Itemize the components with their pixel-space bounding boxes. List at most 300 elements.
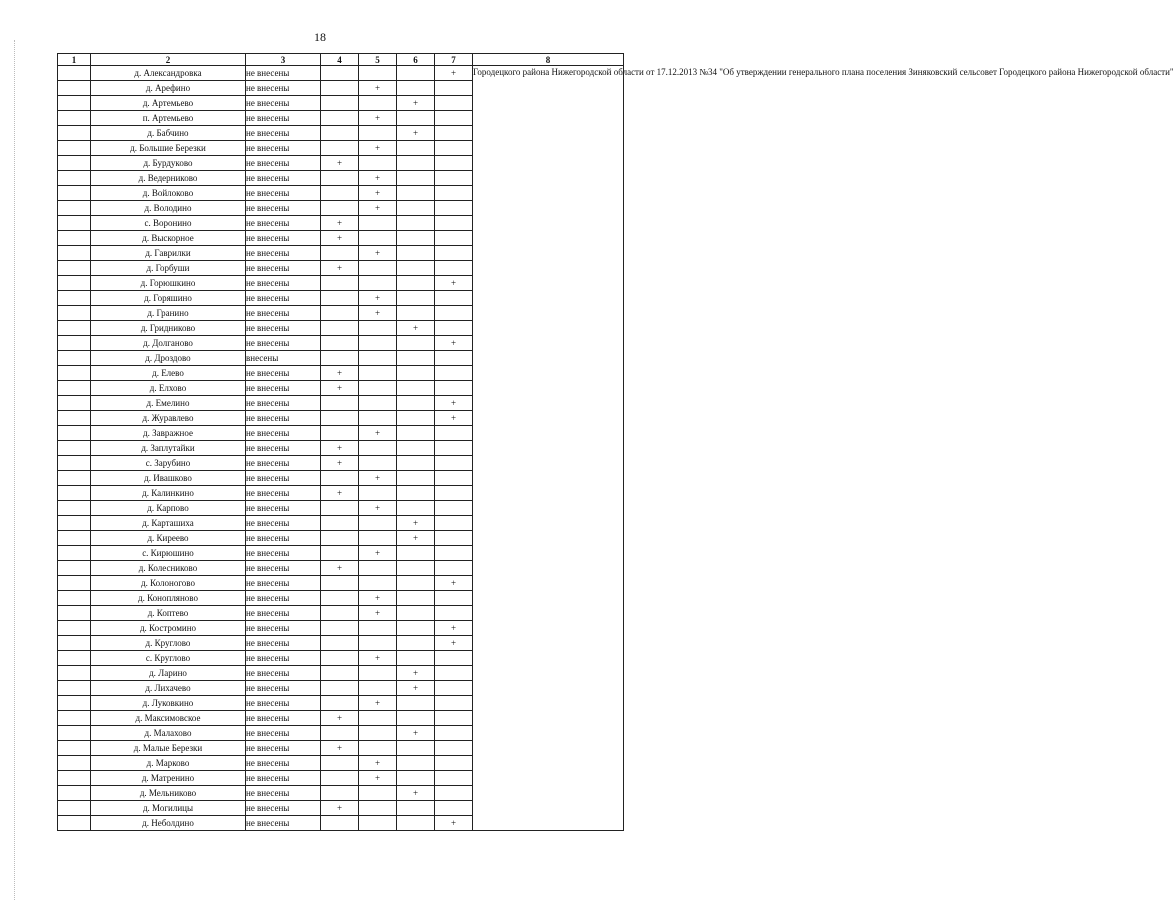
mark-c7: + xyxy=(435,336,473,351)
mark-c4: + xyxy=(321,156,359,171)
changes-status: не внесены xyxy=(246,81,321,96)
row-number-cell xyxy=(58,426,91,441)
settlement-name: д. Елево xyxy=(91,366,246,381)
changes-status: не внесены xyxy=(246,96,321,111)
mark-c4 xyxy=(321,426,359,441)
mark-c7 xyxy=(435,471,473,486)
mark-c6 xyxy=(397,171,435,186)
changes-status: не внесены xyxy=(246,396,321,411)
mark-c7 xyxy=(435,96,473,111)
changes-status: не внесены xyxy=(246,231,321,246)
settlement-name: д. Коптево xyxy=(91,606,246,621)
row-number-cell xyxy=(58,141,91,156)
changes-status: не внесены xyxy=(246,501,321,516)
changes-status: не внесены xyxy=(246,531,321,546)
mark-c5 xyxy=(359,786,397,801)
mark-c6 xyxy=(397,381,435,396)
mark-c7 xyxy=(435,786,473,801)
mark-c6 xyxy=(397,561,435,576)
settlement-name: д. Гаврилки xyxy=(91,246,246,261)
settlement-name: д. Заплутайки xyxy=(91,441,246,456)
row-number-cell xyxy=(58,231,91,246)
mark-c4 xyxy=(321,96,359,111)
column-header: 5 xyxy=(359,54,397,66)
changes-status: не внесены xyxy=(246,546,321,561)
row-number-cell xyxy=(58,666,91,681)
row-number-cell xyxy=(58,291,91,306)
row-number-cell xyxy=(58,471,91,486)
mark-c4: + xyxy=(321,741,359,756)
changes-status: не внесены xyxy=(246,786,321,801)
row-number-cell xyxy=(58,321,91,336)
mark-c7 xyxy=(435,156,473,171)
changes-status: не внесены xyxy=(246,561,321,576)
changes-status: не внесены xyxy=(246,276,321,291)
changes-status: не внесены xyxy=(246,246,321,261)
mark-c6 xyxy=(397,456,435,471)
mark-c7: + xyxy=(435,621,473,636)
settlement-name: д. Александровка xyxy=(91,66,246,81)
mark-c7 xyxy=(435,591,473,606)
row-number-cell xyxy=(58,501,91,516)
settlement-name: д. Арефино xyxy=(91,81,246,96)
mark-c4 xyxy=(321,666,359,681)
settlement-name: д. Калинкино xyxy=(91,486,246,501)
row-number-cell xyxy=(58,756,91,771)
mark-c6 xyxy=(397,111,435,126)
mark-c5 xyxy=(359,381,397,396)
mark-c7 xyxy=(435,111,473,126)
mark-c7 xyxy=(435,726,473,741)
row-number-cell xyxy=(58,636,91,651)
mark-c6 xyxy=(397,441,435,456)
mark-c7 xyxy=(435,516,473,531)
row-number-cell xyxy=(58,441,91,456)
row-number-cell xyxy=(58,381,91,396)
mark-c4: + xyxy=(321,231,359,246)
mark-c5 xyxy=(359,516,397,531)
changes-status: внесены xyxy=(246,351,321,366)
mark-c6 xyxy=(397,576,435,591)
mark-c7 xyxy=(435,801,473,816)
settlement-name: с. Кирюшино xyxy=(91,546,246,561)
mark-c4 xyxy=(321,141,359,156)
mark-c6 xyxy=(397,771,435,786)
settlement-name: д. Горяшино xyxy=(91,291,246,306)
column-header: 2 xyxy=(91,54,246,66)
row-number-cell xyxy=(58,801,91,816)
mark-c5: + xyxy=(359,246,397,261)
mark-c5: + xyxy=(359,756,397,771)
settlement-name: д. Лихачево xyxy=(91,681,246,696)
mark-c4 xyxy=(321,546,359,561)
mark-c6 xyxy=(397,351,435,366)
mark-c5: + xyxy=(359,771,397,786)
mark-c4 xyxy=(321,771,359,786)
changes-status: не внесены xyxy=(246,711,321,726)
row-number-cell xyxy=(58,261,91,276)
mark-c7 xyxy=(435,81,473,96)
mark-c7 xyxy=(435,321,473,336)
changes-status: не внесены xyxy=(246,681,321,696)
mark-c4 xyxy=(321,531,359,546)
mark-c5 xyxy=(359,351,397,366)
mark-c5 xyxy=(359,456,397,471)
changes-status: не внесены xyxy=(246,441,321,456)
mark-c5 xyxy=(359,801,397,816)
mark-c5 xyxy=(359,96,397,111)
settlement-name: д. Войлоково xyxy=(91,186,246,201)
mark-c4 xyxy=(321,336,359,351)
settlement-name: д. Конопляново xyxy=(91,591,246,606)
row-number-cell xyxy=(58,816,91,831)
changes-status: не внесены xyxy=(246,321,321,336)
settlement-name: д. Костромино xyxy=(91,621,246,636)
mark-c4 xyxy=(321,576,359,591)
mark-c7 xyxy=(435,456,473,471)
changes-status: не внесены xyxy=(246,336,321,351)
mark-c4: + xyxy=(321,261,359,276)
mark-c4 xyxy=(321,681,359,696)
row-number-cell xyxy=(58,456,91,471)
mark-c5 xyxy=(359,126,397,141)
row-number-cell xyxy=(58,531,91,546)
row-number-cell xyxy=(58,576,91,591)
mark-c5 xyxy=(359,66,397,81)
settlement-name: с. Круглово xyxy=(91,651,246,666)
settlement-name: д. Круглово xyxy=(91,636,246,651)
settlement-name: д. Матренино xyxy=(91,771,246,786)
row-number-cell xyxy=(58,591,91,606)
settlement-name: д. Гранино xyxy=(91,306,246,321)
mark-c6 xyxy=(397,741,435,756)
settlement-name: д. Володино xyxy=(91,201,246,216)
changes-status: не внесены xyxy=(246,141,321,156)
row-number-cell xyxy=(58,741,91,756)
mark-c5: + xyxy=(359,306,397,321)
mark-c5: + xyxy=(359,471,397,486)
mark-c6 xyxy=(397,201,435,216)
settlement-name: с. Воронино xyxy=(91,216,246,231)
mark-c6 xyxy=(397,501,435,516)
mark-c7 xyxy=(435,741,473,756)
mark-c7 xyxy=(435,756,473,771)
mark-c7 xyxy=(435,351,473,366)
mark-c4 xyxy=(321,411,359,426)
mark-c5: + xyxy=(359,186,397,201)
mark-c6: + xyxy=(397,666,435,681)
mark-c5 xyxy=(359,726,397,741)
mark-c7 xyxy=(435,381,473,396)
row-number-cell xyxy=(58,411,91,426)
settlement-name: д. Колесниково xyxy=(91,561,246,576)
mark-c5: + xyxy=(359,546,397,561)
mark-c6: + xyxy=(397,786,435,801)
settlement-name: д. Емелино xyxy=(91,396,246,411)
mark-c6 xyxy=(397,216,435,231)
mark-c4: + xyxy=(321,381,359,396)
row-number-cell xyxy=(58,696,91,711)
settlement-name: д. Большие Березки xyxy=(91,141,246,156)
row-number-cell xyxy=(58,66,91,81)
mark-c4: + xyxy=(321,801,359,816)
mark-c6 xyxy=(397,261,435,276)
mark-c5 xyxy=(359,636,397,651)
mark-c5: + xyxy=(359,111,397,126)
changes-status: не внесены xyxy=(246,621,321,636)
row-number-cell xyxy=(58,276,91,291)
mark-c4 xyxy=(321,471,359,486)
mark-c5 xyxy=(359,681,397,696)
mark-c4: + xyxy=(321,366,359,381)
mark-c4 xyxy=(321,291,359,306)
row-number-cell xyxy=(58,171,91,186)
mark-c4: + xyxy=(321,456,359,471)
changes-status: не внесены xyxy=(246,366,321,381)
settlement-name: д. Дроздово xyxy=(91,351,246,366)
table-body xyxy=(58,66,1174,831)
mark-c6 xyxy=(397,366,435,381)
mark-c7 xyxy=(435,306,473,321)
mark-c6: + xyxy=(397,726,435,741)
mark-c5: + xyxy=(359,201,397,216)
mark-c6 xyxy=(397,546,435,561)
mark-c7 xyxy=(435,231,473,246)
mark-c7: + xyxy=(435,576,473,591)
mark-c5 xyxy=(359,621,397,636)
mark-c5 xyxy=(359,816,397,831)
mark-c7 xyxy=(435,711,473,726)
mark-c6 xyxy=(397,276,435,291)
row-number-cell xyxy=(58,546,91,561)
mark-c5 xyxy=(359,411,397,426)
row-number-cell xyxy=(58,246,91,261)
row-number-cell xyxy=(58,651,91,666)
mark-c5: + xyxy=(359,81,397,96)
mark-c4 xyxy=(321,246,359,261)
mark-c5 xyxy=(359,336,397,351)
changes-status: не внесены xyxy=(246,66,321,81)
mark-c5: + xyxy=(359,171,397,186)
settlement-name: д. Малахово xyxy=(91,726,246,741)
settlement-name: д. Бабчино xyxy=(91,126,246,141)
changes-status: не внесены xyxy=(246,726,321,741)
changes-status: не внесены xyxy=(246,756,321,771)
mark-c7 xyxy=(435,246,473,261)
mark-c7 xyxy=(435,201,473,216)
changes-status: не внесены xyxy=(246,471,321,486)
changes-status: не внесены xyxy=(246,696,321,711)
mark-c5: + xyxy=(359,651,397,666)
mark-c4 xyxy=(321,606,359,621)
mark-c5 xyxy=(359,366,397,381)
column-header: 4 xyxy=(321,54,359,66)
mark-c6 xyxy=(397,306,435,321)
mark-c7: + xyxy=(435,66,473,81)
mark-c5: + xyxy=(359,501,397,516)
mark-c4 xyxy=(321,696,359,711)
settlement-name: д. Журавлево xyxy=(91,411,246,426)
mark-c6: + xyxy=(397,531,435,546)
mark-c4 xyxy=(321,651,359,666)
changes-status: не внесены xyxy=(246,741,321,756)
mark-c6 xyxy=(397,426,435,441)
mark-c6 xyxy=(397,186,435,201)
mark-c4 xyxy=(321,726,359,741)
mark-c7 xyxy=(435,216,473,231)
settlements-table xyxy=(57,53,1174,831)
mark-c5 xyxy=(359,741,397,756)
mark-c6: + xyxy=(397,516,435,531)
table-row xyxy=(58,66,624,81)
changes-status: не внесены xyxy=(246,456,321,471)
changes-status: не внесены xyxy=(246,636,321,651)
row-number-cell xyxy=(58,786,91,801)
mark-c7 xyxy=(435,606,473,621)
mark-c4 xyxy=(321,201,359,216)
mark-c7 xyxy=(435,426,473,441)
mark-c4 xyxy=(321,66,359,81)
row-number-cell xyxy=(58,486,91,501)
row-number-cell xyxy=(58,606,91,621)
mark-c6 xyxy=(397,246,435,261)
mark-c4 xyxy=(321,186,359,201)
changes-status: не внесены xyxy=(246,216,321,231)
mark-c4 xyxy=(321,306,359,321)
mark-c6 xyxy=(397,651,435,666)
mark-c5 xyxy=(359,576,397,591)
mark-c7 xyxy=(435,441,473,456)
changes-status: не внесены xyxy=(246,606,321,621)
settlement-name: д. Ведерниково xyxy=(91,171,246,186)
mark-c6: + xyxy=(397,126,435,141)
settlement-name: д. Марково xyxy=(91,756,246,771)
mark-c4 xyxy=(321,126,359,141)
row-number-cell xyxy=(58,126,91,141)
row-number-cell xyxy=(58,96,91,111)
mark-c5 xyxy=(359,231,397,246)
mark-c6 xyxy=(397,81,435,96)
mark-c4 xyxy=(321,621,359,636)
changes-status: не внесены xyxy=(246,801,321,816)
mark-c5 xyxy=(359,711,397,726)
row-number-cell xyxy=(58,306,91,321)
changes-status: не внесены xyxy=(246,426,321,441)
row-number-cell xyxy=(58,201,91,216)
page-number: 18 xyxy=(314,30,326,44)
row-number-cell xyxy=(58,81,91,96)
mark-c6: + xyxy=(397,681,435,696)
changes-status: не внесены xyxy=(246,381,321,396)
mark-c4: + xyxy=(321,561,359,576)
mark-c5: + xyxy=(359,591,397,606)
mark-c4 xyxy=(321,321,359,336)
mark-c5: + xyxy=(359,696,397,711)
settlement-name: д. Горбуши xyxy=(91,261,246,276)
mark-c5: + xyxy=(359,606,397,621)
mark-c4 xyxy=(321,276,359,291)
mark-c6 xyxy=(397,336,435,351)
changes-status: не внесены xyxy=(246,591,321,606)
mark-c6 xyxy=(397,696,435,711)
mark-c7 xyxy=(435,531,473,546)
mark-c7 xyxy=(435,651,473,666)
mark-c5 xyxy=(359,321,397,336)
mark-c4: + xyxy=(321,441,359,456)
mark-c7 xyxy=(435,666,473,681)
changes-status: не внесены xyxy=(246,261,321,276)
mark-c7 xyxy=(435,186,473,201)
mark-c6 xyxy=(397,396,435,411)
mark-c4: + xyxy=(321,486,359,501)
mark-c5 xyxy=(359,276,397,291)
settlement-name: д. Бурдуково xyxy=(91,156,246,171)
settlement-name: д. Мельниково xyxy=(91,786,246,801)
mark-c6 xyxy=(397,66,435,81)
column-header: 6 xyxy=(397,54,435,66)
mark-c7 xyxy=(435,291,473,306)
changes-status: не внесены xyxy=(246,156,321,171)
settlement-name: д. Долганово xyxy=(91,336,246,351)
settlement-name: д. Карташиха xyxy=(91,516,246,531)
mark-c7: + xyxy=(435,411,473,426)
mark-c6 xyxy=(397,816,435,831)
mark-c7 xyxy=(435,681,473,696)
resolution-note: Городецкого района Нижегородской области от 17.12.2013 №34 "Об утверждении генерального плана поселения Зиняковский сельсовет Городецкого района Нижегородской области" xyxy=(473,66,624,831)
row-number-cell xyxy=(58,681,91,696)
mark-c5 xyxy=(359,396,397,411)
settlement-name: д. Могилицы xyxy=(91,801,246,816)
mark-c4 xyxy=(321,171,359,186)
settlement-name: д. Выскорное xyxy=(91,231,246,246)
row-number-cell xyxy=(58,711,91,726)
settlement-name: д. Малые Березки xyxy=(91,741,246,756)
row-number-cell xyxy=(58,366,91,381)
settlement-name: д. Колоногово xyxy=(91,576,246,591)
mark-c6 xyxy=(397,636,435,651)
column-header: 1 xyxy=(58,54,91,66)
mark-c5 xyxy=(359,261,397,276)
settlement-name: д. Ларино xyxy=(91,666,246,681)
mark-c4: + xyxy=(321,711,359,726)
row-number-cell xyxy=(58,216,91,231)
row-number-cell xyxy=(58,621,91,636)
changes-status: не внесены xyxy=(246,186,321,201)
row-number-cell xyxy=(58,111,91,126)
mark-c5 xyxy=(359,561,397,576)
changes-status: не внесены xyxy=(246,306,321,321)
header-row xyxy=(58,54,624,66)
mark-c6 xyxy=(397,591,435,606)
mark-c6 xyxy=(397,156,435,171)
mark-c6 xyxy=(397,231,435,246)
mark-c6 xyxy=(397,291,435,306)
mark-c7 xyxy=(435,261,473,276)
mark-c7 xyxy=(435,486,473,501)
mark-c7: + xyxy=(435,636,473,651)
mark-c4 xyxy=(321,591,359,606)
settlement-name: п. Артемьево xyxy=(91,111,246,126)
changes-status: не внесены xyxy=(246,411,321,426)
settlement-name: д. Артемьево xyxy=(91,96,246,111)
column-header: 7 xyxy=(435,54,473,66)
mark-c5 xyxy=(359,666,397,681)
mark-c4: + xyxy=(321,216,359,231)
row-number-cell xyxy=(58,336,91,351)
mark-c7 xyxy=(435,501,473,516)
mark-c4 xyxy=(321,81,359,96)
mark-c6 xyxy=(397,141,435,156)
